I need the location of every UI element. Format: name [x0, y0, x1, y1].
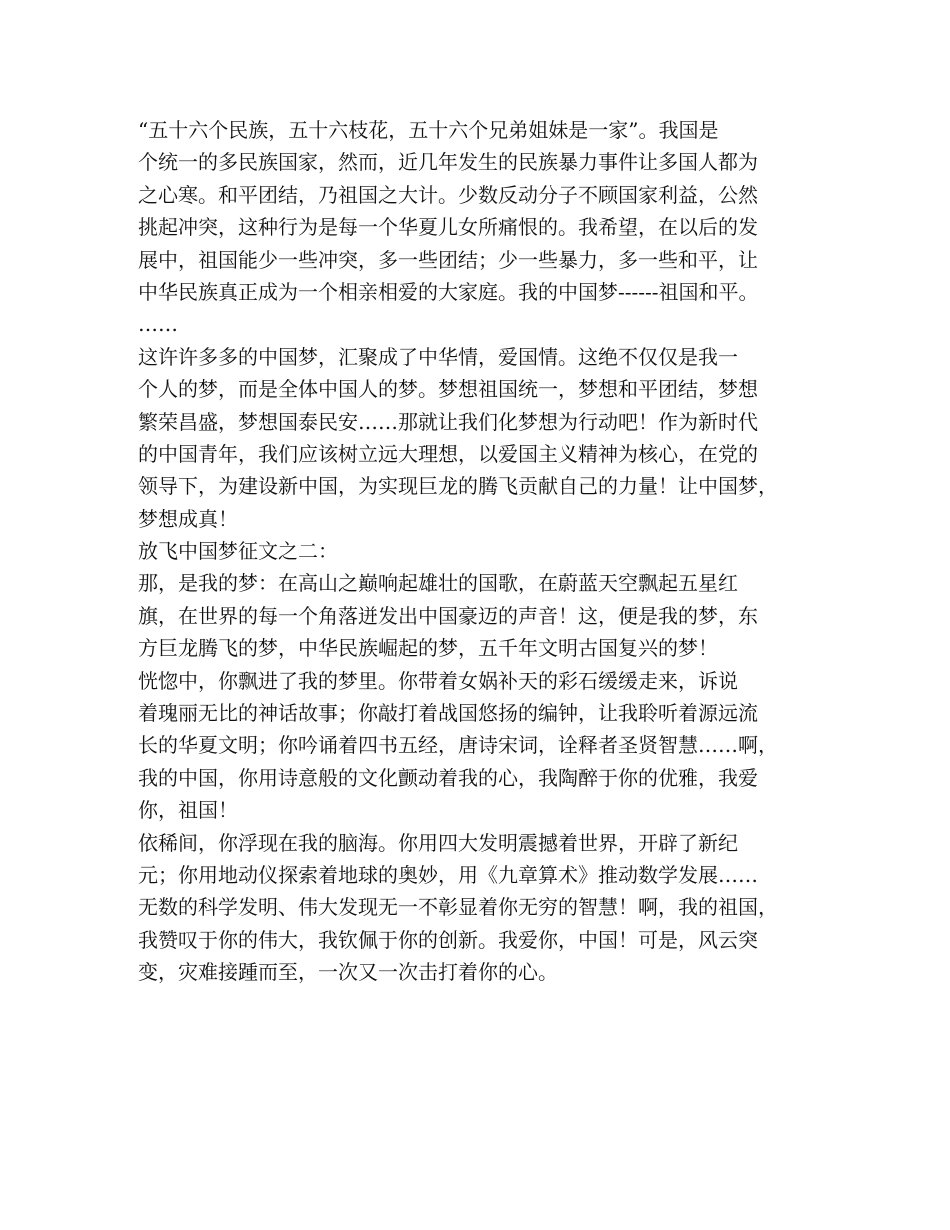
essay-text — [138, 114, 838, 989]
text-line: 变，灾难接踵而至，一次又一次击打着你的心。 — [138, 960, 558, 985]
text-line: 无数的科学发明、伟大发现无一不彰显着你无穷的智慧！啊，我的祖国， — [138, 895, 778, 920]
text-line: 依稀间，你浮现在我的脑海。你用四大发明震撼着世界，开辟了新纪 — [138, 830, 738, 855]
text-line: “五十六个民族，五十六枝花，五十六个兄弟姐妹是一家”。我国是 — [138, 118, 719, 142]
text-line: 那，是我的梦：在高山之巅响起雄壮的国歌，在蔚蓝天空飘起五星红 — [138, 571, 738, 596]
text-line: 个统一的多民族国家，然而，近几年发生的民族暴力事件让多国人都为 — [138, 150, 758, 175]
text-line: 中华民族真正成为一个相亲相爱的大家庭。我的中国梦------祖国和平。 — [138, 279, 759, 304]
section-heading: 放飞中国梦征文之二： — [138, 539, 338, 564]
text-line: 梦想成真！ — [138, 506, 238, 531]
text-line: 繁荣昌盛，梦想国泰民安……那就让我们化梦想为行动吧！作为新时代 — [138, 409, 758, 434]
text-line: 挑起冲突，这种行为是每一个华夏儿女所痛恨的。我希望，在以后的发 — [138, 215, 758, 240]
text-line: 恍惚中，你飘进了我的梦里。你带着女娲补天的彩石缓缓走来，诉说 — [138, 668, 738, 693]
text-line: 这许许多多的中国梦，汇聚成了中华情，爱国情。这绝不仅仅是我一 — [138, 344, 738, 369]
text-line: 之心寒。和平团结，乃祖国之大计。少数反动分子不顾国家利益，公然 — [138, 182, 758, 207]
text-line: 的中国青年，我们应该树立远大理想，以爱国主义精神为核心，在党的 — [138, 441, 758, 466]
text-line: 着瑰丽无比的神话故事；你敲打着战国悠扬的编钟，让我聆听着源远流 — [138, 701, 758, 726]
text-line: 个人的梦，而是全体中国人的梦。梦想祖国统一，梦想和平团结，梦想 — [138, 377, 758, 402]
text-line: …… — [138, 312, 178, 337]
text-line: 长的华夏文明；你吟诵着四书五经，唐诗宋词，诠释者圣贤智慧……啊， — [138, 733, 778, 758]
text-line: 你，祖国！ — [138, 798, 238, 823]
text-line: 领导下，为建设新中国，为实现巨龙的腾飞贡献自己的力量！让中国梦， — [138, 474, 778, 499]
text-line: 我赞叹于你的伟大，我钦佩于你的创新。我爱你，中国！可是，风云突 — [138, 927, 758, 952]
text-line: 我的中国，你用诗意般的文化颤动着我的心，我陶醉于你的优雅，我爱 — [138, 765, 758, 790]
text-line: 展中，祖国能少一些冲突，多一些团结；少一些暴力，多一些和平，让 — [138, 247, 758, 272]
text-line: 旗，在世界的每一个角落迸发出中国豪迈的声音！这，便是我的梦，东 — [138, 603, 758, 628]
text-line: 方巨龙腾飞的梦，中华民族崛起的梦，五千年文明古国复兴的梦！ — [138, 636, 718, 661]
text-line: 元；你用地动仪探索着地球的奥妙，用《九章算术》推动数学发展…… — [138, 862, 758, 887]
